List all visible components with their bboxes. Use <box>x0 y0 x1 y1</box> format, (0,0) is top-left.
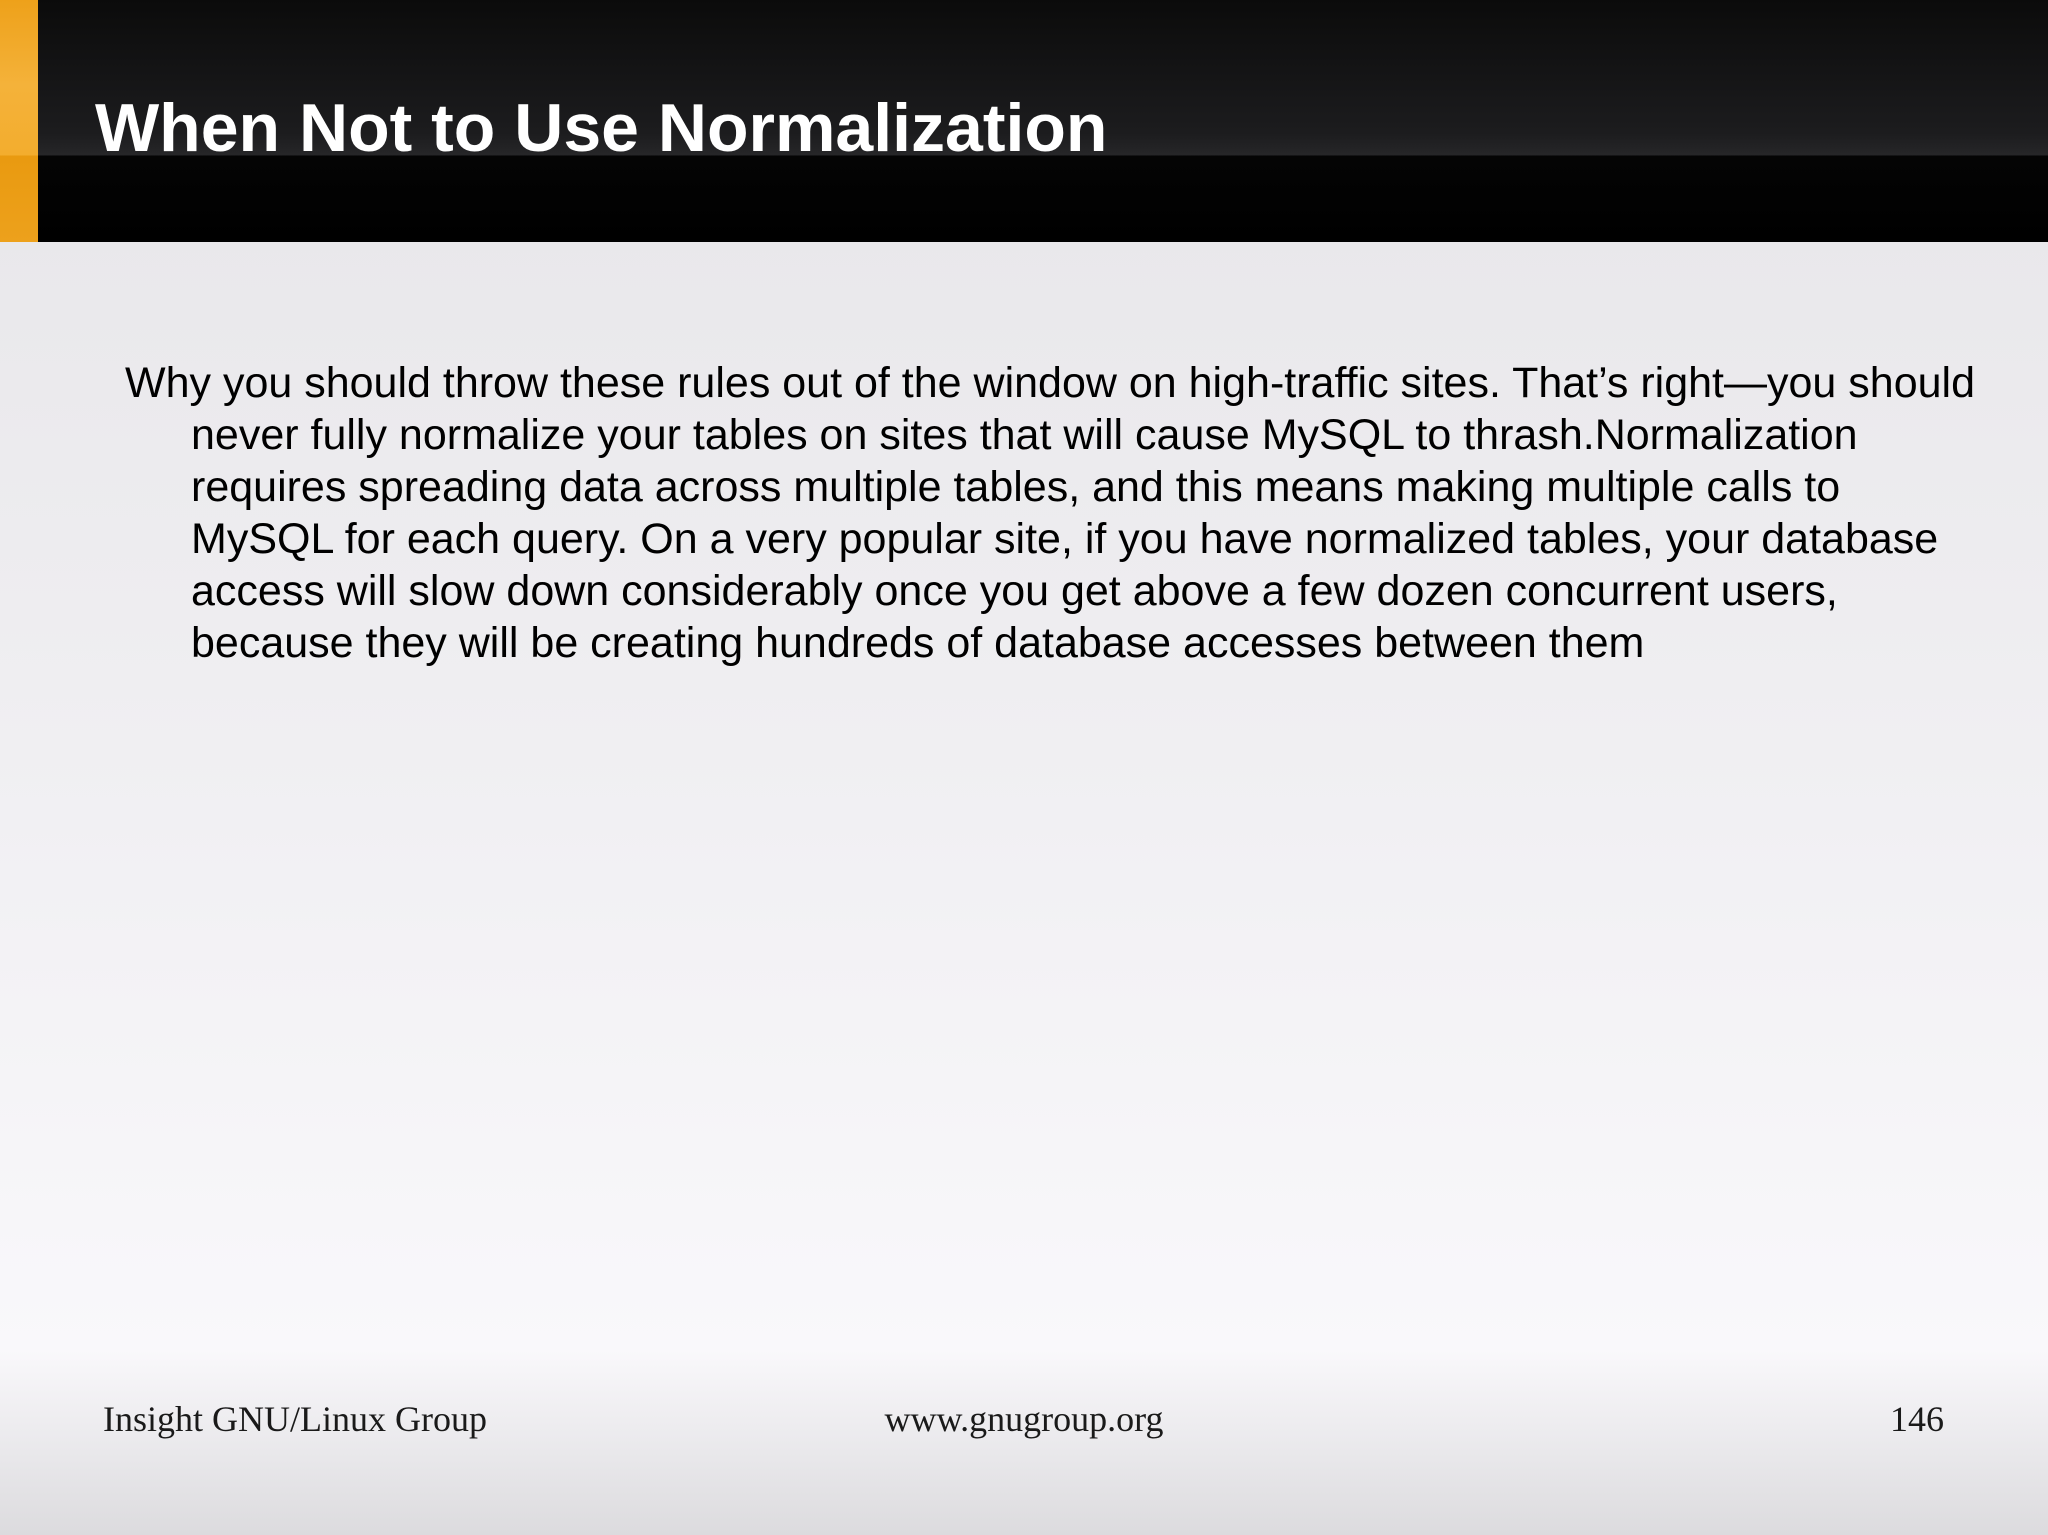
slide-title: When Not to Use Normalization <box>95 90 1108 166</box>
slide-body-text: Why you should throw these rules out of the window on high-traffic sites. That’s right—you should never fully normalize your tables on sites that will cause MySQL to thrash.Normalization requires spreading data across multiple tables, and this means making multiple calls to MySQL for each query. On a very popular site, if you have normalized tables, your database access will slow down considerably once you get above a few dozen concurrent users, because they will be creating hundreds of database accesses between them <box>125 359 1975 667</box>
page-number: 146 <box>1890 1399 1944 1439</box>
header-accent-stripe <box>0 0 38 242</box>
footer-website: www.gnugroup.org <box>884 1399 1164 1439</box>
footer-organization: Insight GNU/Linux Group <box>103 1399 487 1439</box>
